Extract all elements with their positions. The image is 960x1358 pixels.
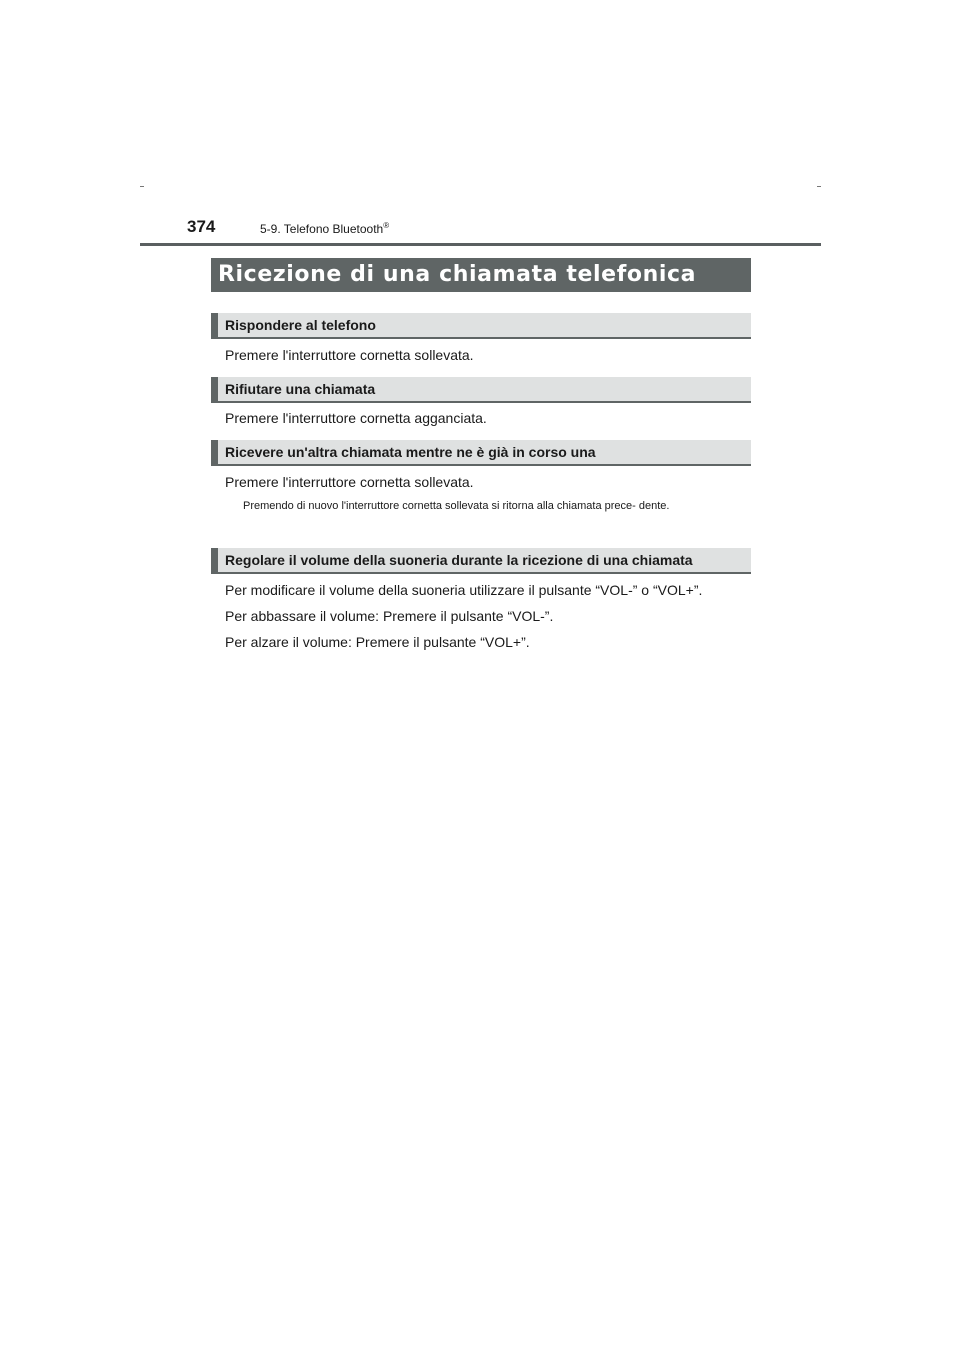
answer-call-text: Premere l'interruttore cornetta sollevata. <box>225 347 474 363</box>
subheading-reject-call: Rifiutare una chiamata <box>211 377 751 403</box>
page-title: Ricezione di una chiamata telefonica <box>211 258 751 292</box>
registered-mark: ® <box>383 221 390 230</box>
subheading-answer-call: Rispondere al telefono <box>211 313 751 339</box>
ringtone-volume-text-3: Per alzare il volume: Premere il pulsante “VOL+”. <box>225 634 530 650</box>
subheading-call-waiting: Ricevere un'altra chiamata mentre ne è già in corso una <box>211 440 751 466</box>
section-name: 5-9. Telefono Bluetooth <box>260 222 384 236</box>
reject-call-text: Premere l'interruttore cornetta agganciata. <box>225 410 487 426</box>
crop-mark-right <box>817 186 821 187</box>
header-rule <box>140 243 821 246</box>
ringtone-volume-text-2: Per abbassare il volume: Premere il pulsante “VOL-”. <box>225 608 554 624</box>
call-waiting-text: Premere l'interruttore cornetta sollevata. <box>225 474 474 490</box>
page-number: 374 <box>187 217 216 236</box>
crop-mark-left <box>140 186 144 187</box>
section-reference <box>260 222 389 236</box>
call-waiting-note: Premendo di nuovo l'interruttore cornetta sollevata si ritorna alla chiamata prece- dente. <box>243 500 670 512</box>
ringtone-volume-text-1: Per modificare il volume della suoneria utilizzare il pulsante “VOL-” o “VOL+”. <box>225 582 703 598</box>
subheading-ringtone-volume: Regolare il volume della suoneria durante la ricezione di una chiamata <box>211 548 751 574</box>
